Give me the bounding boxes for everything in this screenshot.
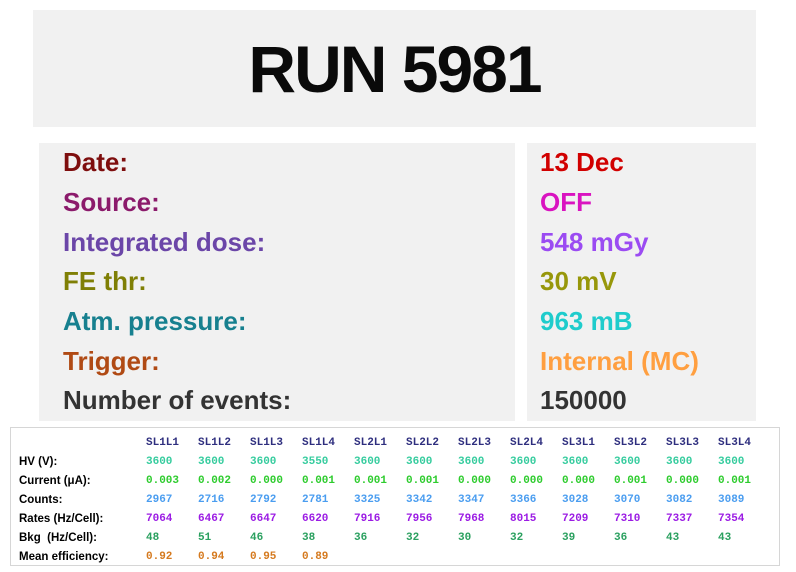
table-value-cell: 32 [510, 531, 524, 544]
table-value-cell: 43 [718, 531, 732, 544]
table-value-cell: 0.001 [302, 474, 336, 487]
column-header-sl2l4: SL2L4 [510, 436, 544, 449]
table-value-cell: 0.001 [718, 474, 752, 487]
chamber-status-table [10, 427, 780, 566]
table-value-cell: 43 [666, 531, 680, 544]
row-label: HV (V): [19, 455, 58, 468]
table-value-cell: 0.002 [198, 474, 232, 487]
info-value-pressure: 963 mB [540, 306, 633, 337]
column-header-sl1l2: SL1L2 [198, 436, 232, 449]
table-value-cell: 0.001 [406, 474, 440, 487]
table-value-cell: 3600 [666, 455, 693, 468]
table-value-cell: 7310 [614, 512, 641, 525]
table-value-cell: 0.95 [250, 550, 277, 563]
table-value-cell: 2716 [198, 493, 225, 506]
column-header-sl2l1: SL2L1 [354, 436, 388, 449]
table-row [11, 547, 779, 566]
table-value-cell: 3070 [614, 493, 641, 506]
table-value-cell: 0.94 [198, 550, 225, 563]
table-value-cell: 0.000 [250, 474, 284, 487]
table-value-cell: 6647 [250, 512, 277, 525]
table-value-cell: 3600 [146, 455, 173, 468]
table-value-cell: 3600 [614, 455, 641, 468]
table-value-cell: 2781 [302, 493, 329, 506]
table-row [11, 452, 779, 471]
table-row [11, 433, 779, 452]
run-title-banner [33, 10, 756, 127]
run-title: RUN 5981 [248, 31, 541, 106]
column-header-sl3l1: SL3L1 [562, 436, 596, 449]
info-label-trigger: Trigger: [63, 345, 160, 376]
table-value-cell: 3600 [354, 455, 381, 468]
table-value-cell: 0.000 [562, 474, 596, 487]
table-value-cell: 3600 [718, 455, 745, 468]
table-value-cell: 3600 [250, 455, 277, 468]
table-value-cell: 48 [146, 531, 160, 544]
info-label-num-events: Number of events: [63, 385, 292, 416]
table-value-cell: 46 [250, 531, 264, 544]
table-value-cell: 3028 [562, 493, 589, 506]
info-label-pressure: Atm. pressure: [63, 306, 247, 337]
table-value-cell: 39 [562, 531, 576, 544]
table-value-cell: 7916 [354, 512, 381, 525]
table-row [11, 509, 779, 528]
table-value-cell: 7956 [406, 512, 433, 525]
info-value-trigger: Internal (MC) [540, 345, 699, 376]
column-header-sl3l4: SL3L4 [718, 436, 752, 449]
column-header-sl1l3: SL1L3 [250, 436, 284, 449]
info-value-dose: 548 mGy [540, 226, 649, 257]
table-value-cell: 2967 [146, 493, 173, 506]
column-header-sl2l2: SL2L2 [406, 436, 440, 449]
table-value-cell: 3600 [562, 455, 589, 468]
table-value-cell: 7968 [458, 512, 485, 525]
table-value-cell: 8015 [510, 512, 537, 525]
table-value-cell: 7209 [562, 512, 589, 525]
row-label: Current (μA): [19, 474, 91, 487]
row-label: Mean efficiency: [19, 550, 109, 563]
table-value-cell: 7337 [666, 512, 693, 525]
table-value-cell: 2792 [250, 493, 277, 506]
info-value-fe-thr: 30 mV [540, 266, 617, 297]
table-value-cell: 3325 [354, 493, 381, 506]
table-value-cell: 0.000 [666, 474, 700, 487]
table-value-cell: 36 [614, 531, 628, 544]
row-label: Bkg (Hz/Cell): [19, 531, 97, 544]
table-value-cell: 3089 [718, 493, 745, 506]
table-value-cell: 6620 [302, 512, 329, 525]
table-value-cell: 0.000 [458, 474, 492, 487]
info-label-dose: Integrated dose: [63, 226, 266, 257]
table-row [11, 528, 779, 547]
column-header-sl3l3: SL3L3 [666, 436, 700, 449]
table-value-cell: 3600 [406, 455, 433, 468]
table-value-cell: 3600 [510, 455, 537, 468]
table-value-cell: 3347 [458, 493, 485, 506]
info-label-date: Date: [63, 147, 129, 178]
table-value-cell: 30 [458, 531, 472, 544]
table-value-cell: 3600 [458, 455, 485, 468]
column-header-sl3l2: SL3L2 [614, 436, 648, 449]
table-value-cell: 0.003 [146, 474, 180, 487]
table-value-cell: 51 [198, 531, 212, 544]
table-value-cell: 0.001 [354, 474, 388, 487]
info-value-date: 13 Dec [540, 147, 624, 178]
info-label-fe-thr: FE thr: [63, 266, 147, 297]
table-value-cell: 0.001 [614, 474, 648, 487]
table-value-cell: 0.89 [302, 550, 329, 563]
table-value-cell: 7064 [146, 512, 173, 525]
table-value-cell: 32 [406, 531, 420, 544]
table-value-cell: 3600 [198, 455, 225, 468]
table-value-cell: 3550 [302, 455, 329, 468]
info-value-num-events: 150000 [540, 385, 627, 416]
table-value-cell: 7354 [718, 512, 745, 525]
info-labels-panel [39, 143, 515, 421]
row-label: Rates (Hz/Cell): [19, 512, 104, 525]
info-value-source: OFF [540, 187, 592, 218]
table-value-cell: 3342 [406, 493, 433, 506]
table-value-cell: 0.000 [510, 474, 544, 487]
table-value-cell: 36 [354, 531, 368, 544]
info-label-source: Source: [63, 187, 160, 218]
column-header-sl1l1: SL1L1 [146, 436, 180, 449]
table-row [11, 490, 779, 509]
info-values-panel [527, 143, 756, 421]
column-header-sl1l4: SL1L4 [302, 436, 336, 449]
table-value-cell: 3366 [510, 493, 537, 506]
row-label: Counts: [19, 493, 63, 506]
table-value-cell: 3082 [666, 493, 693, 506]
column-header-sl2l3: SL2L3 [458, 436, 492, 449]
table-row [11, 471, 779, 490]
table-value-cell: 0.92 [146, 550, 173, 563]
table-value-cell: 6467 [198, 512, 225, 525]
table-value-cell: 38 [302, 531, 316, 544]
